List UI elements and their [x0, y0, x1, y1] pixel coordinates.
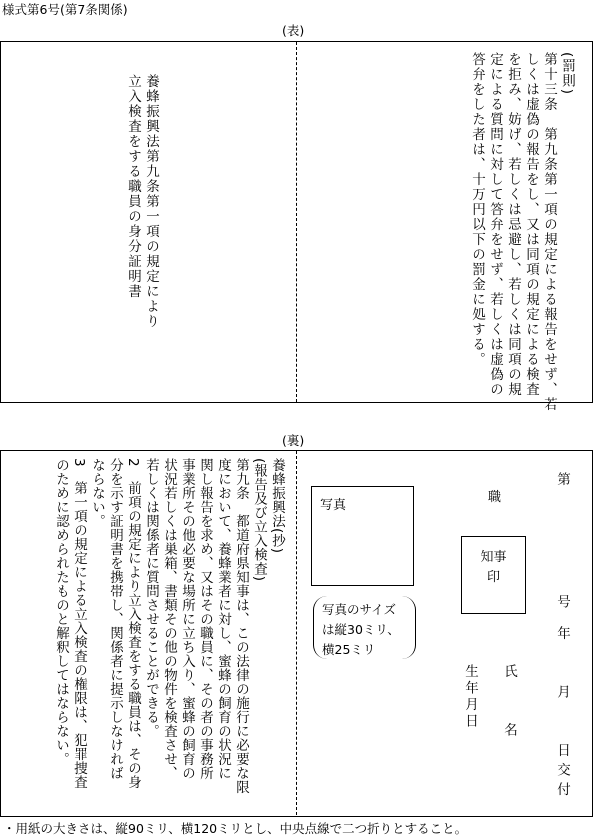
footnote: ・用紙の大きさは、縦90ミリ、横120ミリとし、中央点線で二つ折りとすること。: [3, 821, 468, 836]
form-title: 様式第6号(第7条関係): [2, 2, 128, 17]
penalty-text: [468, 52, 576, 412]
seal-text: [462, 548, 525, 588]
penalty-line: を拒み、妨げ、若しくは忌避し、若しくは同項の規: [505, 52, 521, 397]
law-line: 若しくは関係者に質問させることができる。: [143, 458, 159, 738]
law-line: 第九条 都道府県知事は、この法律の施行に必要な限: [233, 458, 249, 794]
front-side-label: (表): [282, 23, 305, 38]
law-line: 3 第一項の規定による立入検査の権限は、犯罪捜査: [71, 458, 87, 790]
law-line: 度において、養蜂業者に対し、蜜蜂の飼育の状況に: [215, 458, 231, 780]
seal-line: 印: [486, 570, 500, 585]
photo-size-note: [322, 600, 400, 660]
law-line: 2 前項の規定により立入検査をする職員は、その身: [125, 458, 141, 790]
position-label: 職: [488, 490, 502, 505]
photo-size-line: 横25ミリ: [322, 642, 376, 657]
law-excerpt: [52, 458, 286, 794]
law-line: のために認められたものと解釈してはならない。: [53, 458, 69, 766]
photo-label: 写真: [320, 498, 347, 513]
law-line: 事業所その他必要な場所に立ち入り、蜜蜂の飼育の: [179, 458, 195, 780]
penalty-line: 定による質問に対して答弁をせず、若しくは虚偽の: [487, 52, 503, 397]
law-line: ならない。: [89, 458, 105, 528]
penalty-line: 答弁をした者は、十万円以下の罰金に処する。: [469, 52, 485, 367]
seal-line: 知事: [480, 550, 507, 565]
certificate-number: 第 号: [554, 472, 570, 619]
card-title-line: 立入検査をする職員の身分証明書: [125, 74, 141, 299]
penalty-line: (罰則): [559, 52, 575, 96]
penalty-line: しくは虚偽の報告をし、又は同項の規定による検査: [523, 52, 539, 397]
penalty-line: 第十三条 第九条第一項の規定による報告をせず、若: [541, 52, 557, 412]
photo-size-line: 写真のサイズ: [322, 602, 397, 617]
birth-date-label: 生年月日: [462, 664, 478, 730]
card-title: [124, 74, 160, 329]
card-title-line: 養蜂振興法第九条第一項の規定により: [143, 74, 159, 329]
front-fold-line: [296, 42, 297, 402]
law-line: 状況若しくは巣箱、書類その他の物件を検査させ、: [161, 458, 177, 780]
law-line: 関し報告を求め、又はその職員に、その者の事務所: [197, 458, 213, 780]
name-label: 氏 名: [501, 664, 517, 742]
back-side-label: (裏): [282, 433, 305, 448]
law-line: 養蜂振興法(抄): [269, 458, 285, 554]
issue-date: 年 月 日交付: [554, 626, 570, 802]
law-line: (報告及び立入検査): [251, 458, 267, 582]
back-fold-line: [296, 451, 297, 815]
law-line: 分を示す証明書を携帯し、関係者に提示しなければ: [107, 458, 123, 780]
photo-size-line: は縦30ミリ、: [322, 622, 400, 637]
